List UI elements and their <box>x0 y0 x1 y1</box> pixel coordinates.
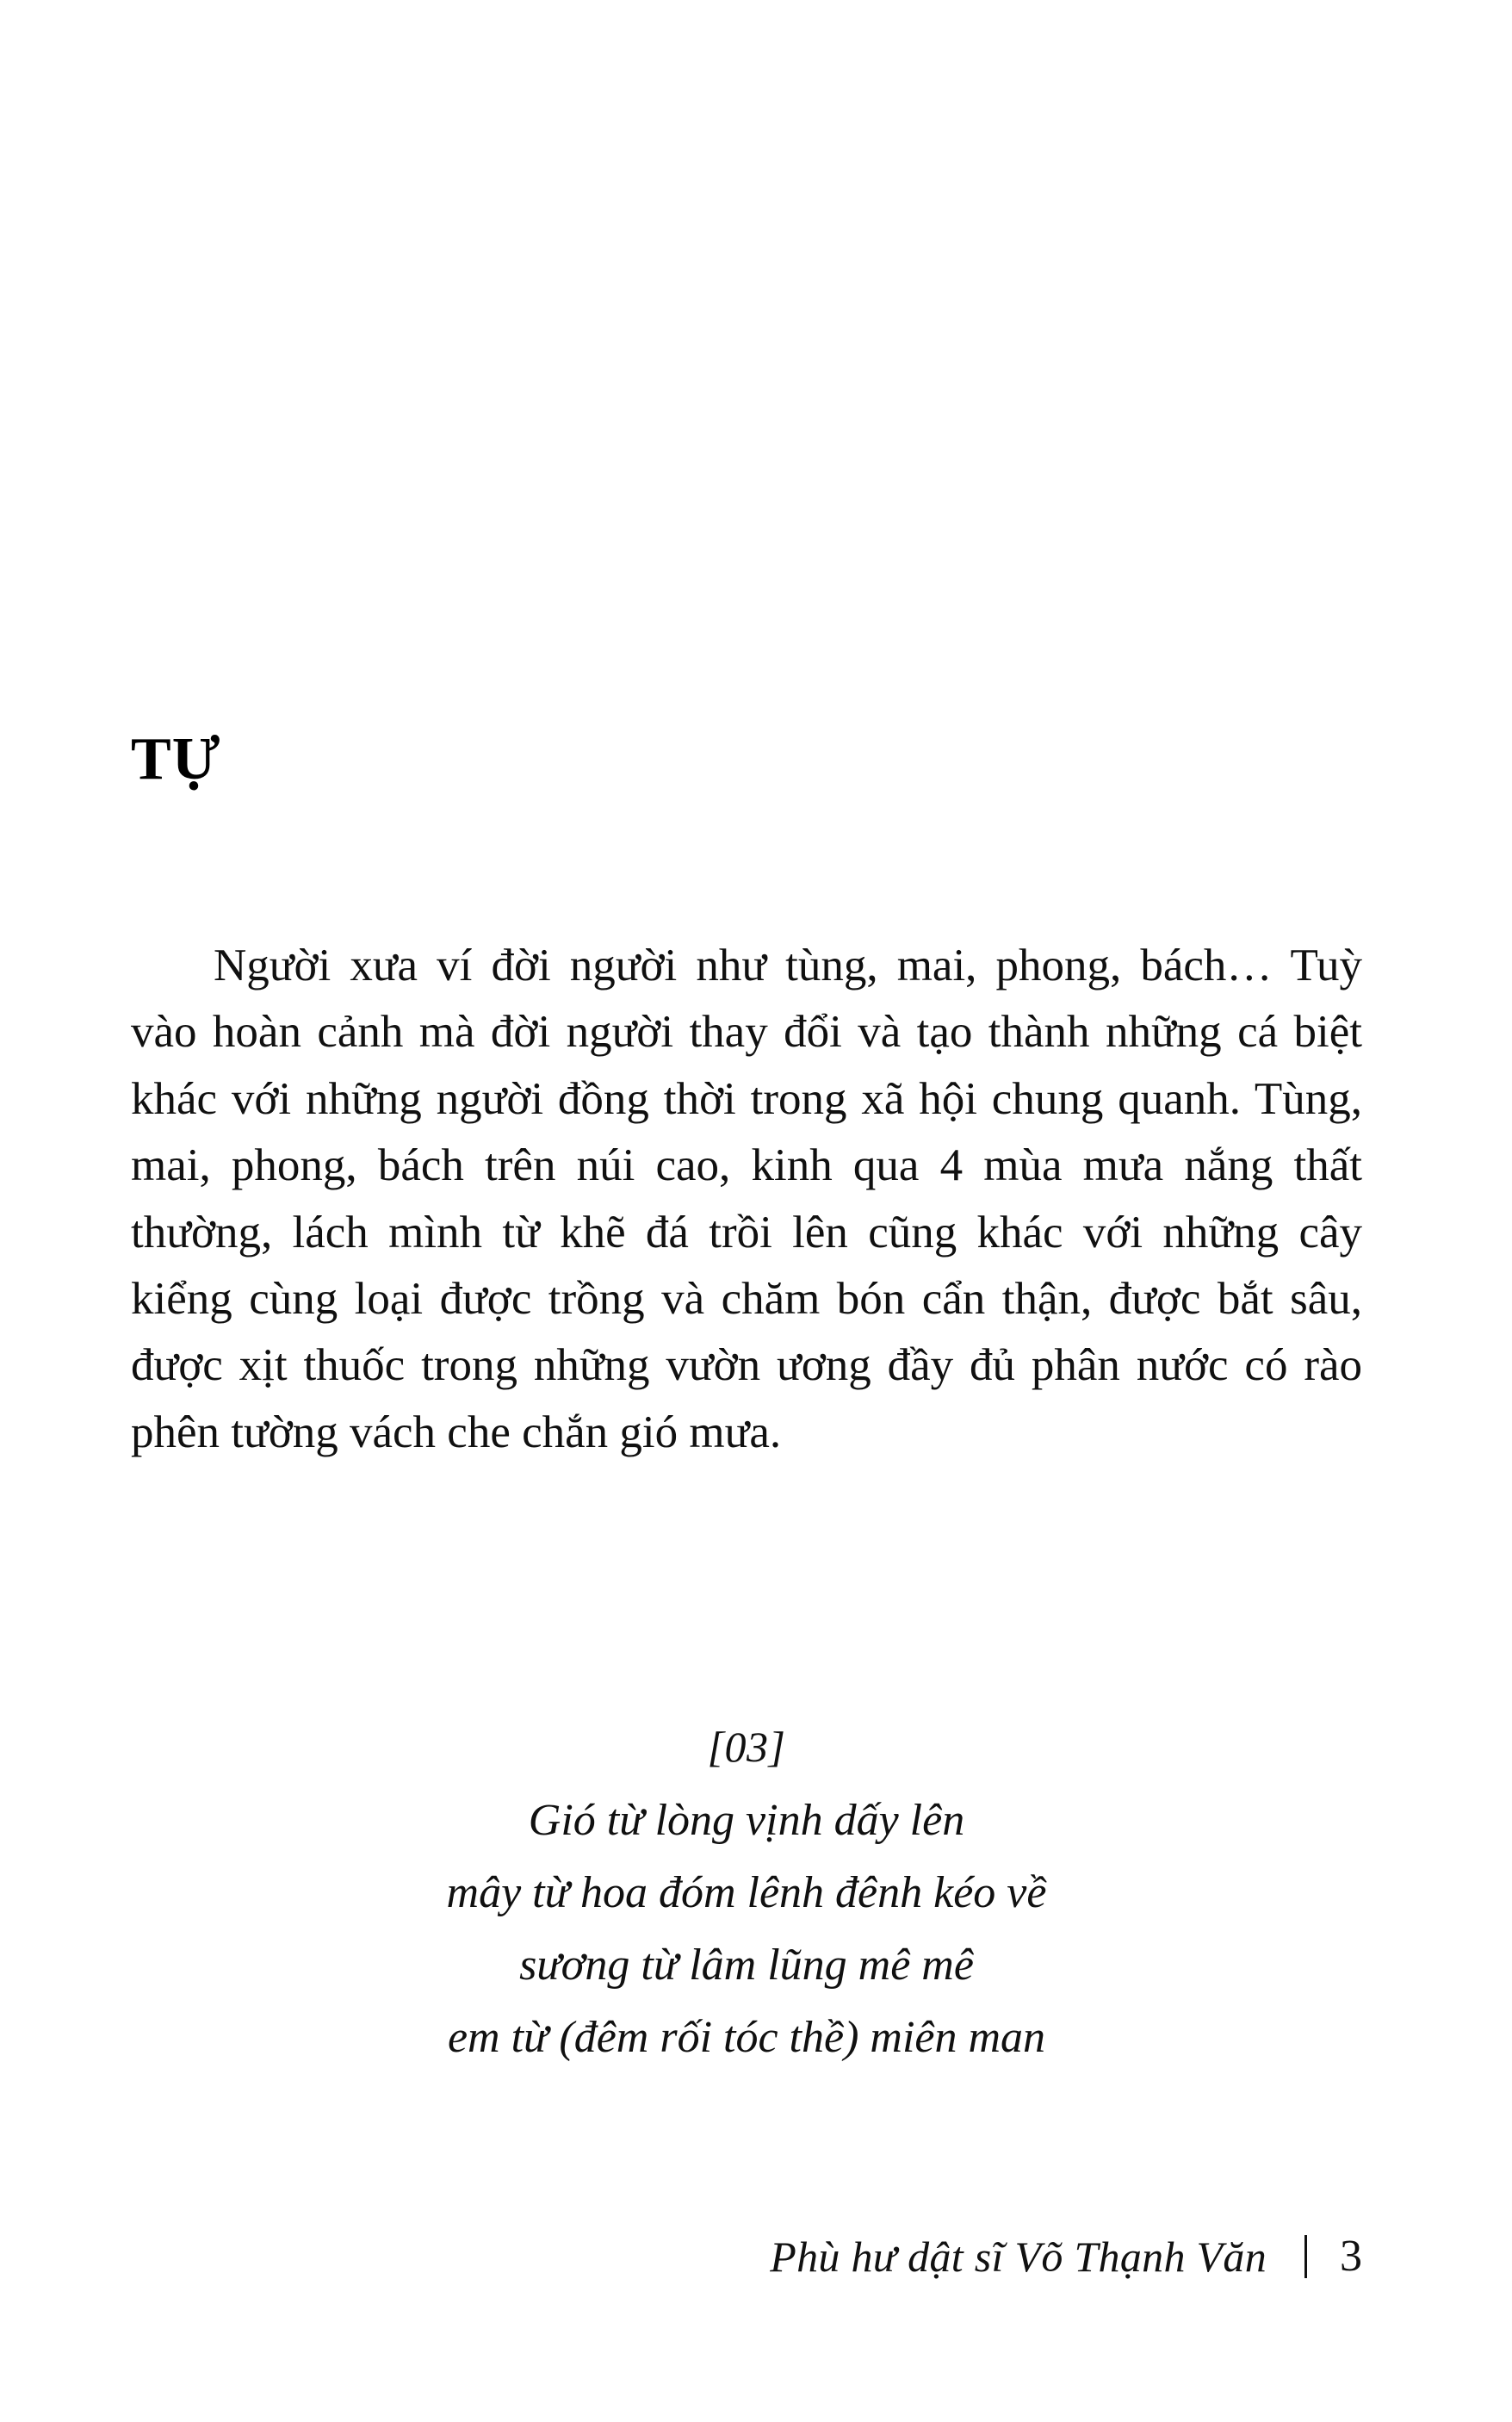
page-number: 3 <box>1340 2232 1362 2281</box>
poem-line: sương từ lâm lũng mê mê <box>519 1940 974 1990</box>
page-footer <box>131 2231 1362 2282</box>
footer-divider <box>1304 2235 1307 2278</box>
poem-line: em từ (đêm rối tóc thề) miên man <box>447 2013 1046 2063</box>
body-paragraph: Người xưa ví đời người như tùng, mai, phong, bách… Tuỳ vào hoàn cảnh mà đời người thay đổi và tạo thành những cá biệt khác với những người đồng thời trong xã hội chung quanh. Tùng, mai, phong, bách trên núi cao, kinh qua 4 mùa mưa nắng thất thường, lách mình từ khẽ đá trồi lên cũng khác với những cây kiểng cùng loại được trồng và chăm bón cẩn thận, được bắt sâu, được xịt thuốc trong những vườn ương đầy đủ phân nước có rào phên tường vách che chắn gió mưa. <box>131 941 1362 1457</box>
poem-block <box>131 1714 1362 2074</box>
poem-line: Gió từ lòng vịnh dấy lên <box>528 1795 965 1845</box>
page-title: TỰ <box>131 725 221 792</box>
poem-marker: [03] <box>707 1723 786 1771</box>
footer-author: Phù hư dật sĩ Võ Thạnh Văn <box>770 2232 1267 2281</box>
poem-line: mây từ hoa đóm lênh đênh kéo về <box>446 1867 1047 1917</box>
